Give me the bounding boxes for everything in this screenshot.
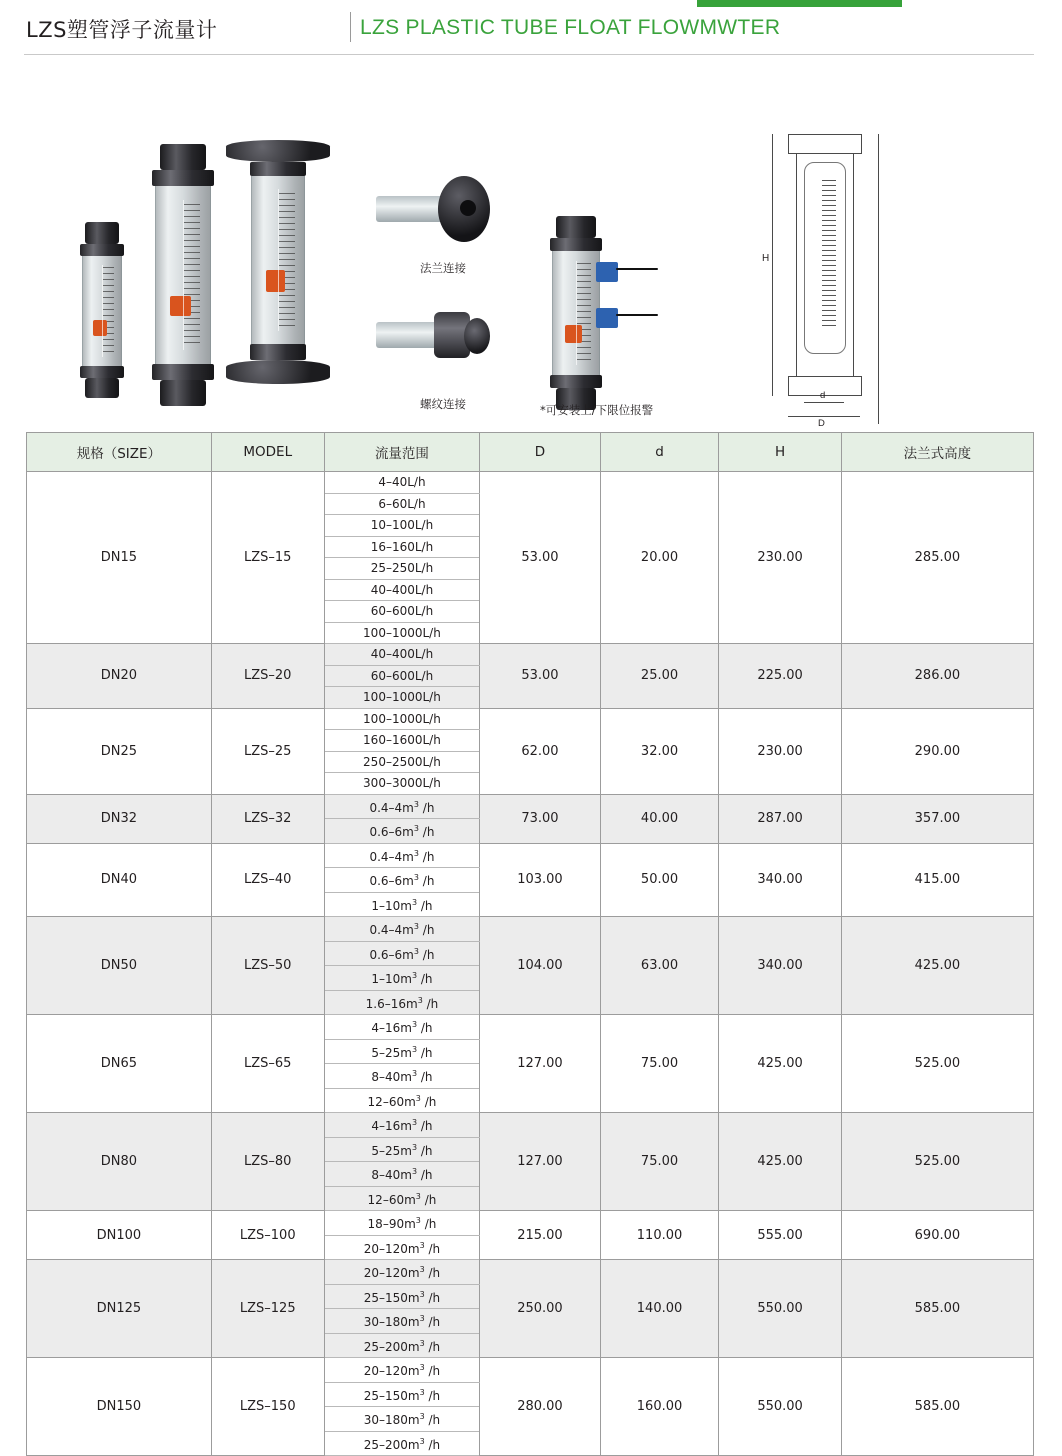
cell-d: 32.00 (600, 708, 719, 794)
cell-flow-range: $5-25m^3$ /h (324, 1137, 479, 1162)
cell-D: 104.00 (480, 917, 601, 1015)
cell-flow-range: 25–250L/h (324, 558, 479, 580)
cell-H: 230.00 (719, 472, 841, 644)
table-row (27, 472, 1034, 494)
cell-size: DN125 (27, 1260, 212, 1358)
table-body (27, 472, 1034, 1456)
cell-flange-height: 525.00 (841, 1015, 1033, 1113)
header-rule (24, 54, 1034, 55)
thread-connection-label: 螺纹连接 (420, 397, 466, 411)
cell-flow-range: 250–2500L/h (324, 751, 479, 773)
cell-model: LZS–40 (211, 843, 324, 917)
upper-limit-sensor-wire (616, 268, 658, 270)
cell-d: 40.00 (600, 794, 719, 843)
cell-d: 75.00 (600, 1015, 719, 1113)
col-header-H: H (719, 433, 841, 472)
cell-H: 340.00 (719, 917, 841, 1015)
cell-H: 225.00 (719, 644, 841, 709)
cell-D: 215.00 (480, 1211, 601, 1260)
product-photo-medium-meter (148, 144, 218, 406)
cell-model: LZS–80 (211, 1113, 324, 1211)
cell-flow-range: $20-120m^3$ /h (324, 1358, 479, 1383)
table-row (27, 1015, 1034, 1040)
table-row (27, 644, 1034, 666)
cell-flow-range: $4-16m^3$ /h (324, 1113, 479, 1138)
dimension-label-d-small: d (820, 390, 826, 401)
cell-flow-range: $0.6-6m^3$ /h (324, 941, 479, 966)
cell-flow-range: $12-60m^3$ /h (324, 1088, 479, 1113)
dimension-scale-ticks (822, 180, 836, 330)
cell-d: 50.00 (600, 843, 719, 917)
cell-D: 53.00 (480, 644, 601, 709)
cell-flow-range: $0.4-4m^3$ /h (324, 794, 479, 819)
cell-flow-range: $0.4-4m^3$ /h (324, 917, 479, 942)
cell-D: 127.00 (480, 1113, 601, 1211)
cell-flow-range: $0.6-6m^3$ /h (324, 819, 479, 844)
cell-H: 555.00 (719, 1211, 841, 1260)
cell-D: 53.00 (480, 472, 601, 644)
col-header-flange-height: 法兰式高度 (841, 433, 1033, 472)
cell-flange-height: 357.00 (841, 794, 1033, 843)
table-row (27, 843, 1034, 868)
cell-model: LZS–25 (211, 708, 324, 794)
col-header-model: MODEL (211, 433, 324, 472)
cell-flange-height: 525.00 (841, 1113, 1033, 1211)
cell-model: LZS–50 (211, 917, 324, 1015)
product-figure-area (0, 56, 1062, 429)
title-divider (350, 12, 351, 42)
cell-flow-range: $25-200m^3$ /h (324, 1333, 479, 1358)
dimension-left-line (772, 134, 773, 396)
cell-d: 160.00 (600, 1358, 719, 1456)
product-photo-thread-connection (376, 302, 488, 372)
dimension-right-line (878, 134, 879, 424)
cell-size: DN80 (27, 1113, 212, 1211)
cell-flow-range: $25-150m^3$ /h (324, 1382, 479, 1407)
cell-D: 103.00 (480, 843, 601, 917)
cell-flow-range: $20-120m^3$ /h (324, 1235, 479, 1260)
col-header-D: D (480, 433, 601, 472)
cell-size: DN150 (27, 1358, 212, 1456)
cell-flow-range: 6–60L/h (324, 493, 479, 515)
dimension-top-cap (788, 134, 862, 154)
cell-H: 340.00 (719, 843, 841, 917)
cell-flange-height: 585.00 (841, 1358, 1033, 1456)
accent-bar (697, 0, 902, 7)
page-title-cn: LZS塑管浮子流量计 (26, 18, 218, 42)
table-row (27, 708, 1034, 730)
cell-flow-range: 100–1000L/h (324, 708, 479, 730)
cell-D: 127.00 (480, 1015, 601, 1113)
col-header-d: d (600, 433, 719, 472)
cell-flow-range: $12-60m^3$ /h (324, 1186, 479, 1211)
cell-flow-range: 16–160L/h (324, 536, 479, 558)
cell-d: 110.00 (600, 1211, 719, 1260)
dimension-line-d-large (788, 416, 860, 417)
table-row (27, 1260, 1034, 1285)
col-header-size: 规格（SIZE） (27, 433, 212, 472)
cell-D: 280.00 (480, 1358, 601, 1456)
cell-flow-range: $1-10m^3$ /h (324, 892, 479, 917)
page-title-en: LZS PLASTIC TUBE FLOAT FLOWMWTER (360, 16, 781, 39)
cell-D: 62.00 (480, 708, 601, 794)
table-row (27, 1113, 1034, 1138)
cell-model: LZS–65 (211, 1015, 324, 1113)
cell-size: DN25 (27, 708, 212, 794)
cell-size: DN32 (27, 794, 212, 843)
table-row (27, 1358, 1034, 1383)
cell-flow-range: 60–600L/h (324, 601, 479, 623)
dimension-label-h: H (762, 253, 770, 264)
cell-flow-range: $0.4-4m^3$ /h (324, 843, 479, 868)
table-row (27, 917, 1034, 942)
cell-flow-range: $8-40m^3$ /h (324, 1162, 479, 1187)
cell-d: 75.00 (600, 1113, 719, 1211)
cell-size: DN100 (27, 1211, 212, 1260)
cell-flange-height: 425.00 (841, 917, 1033, 1015)
cell-flow-range: $25-150m^3$ /h (324, 1284, 479, 1309)
cell-D: 250.00 (480, 1260, 601, 1358)
cell-flow-range: $25-200m^3$ /h (324, 1431, 479, 1456)
lower-limit-sensor (596, 308, 618, 328)
cell-model: LZS–125 (211, 1260, 324, 1358)
cell-flange-height: 286.00 (841, 644, 1033, 709)
dimension-label-d-large: D (818, 418, 825, 429)
cell-flow-range: 10–100L/h (324, 515, 479, 537)
col-header-flow-range: 流量范围 (324, 433, 479, 472)
cell-flow-range: $1-10m^3$ /h (324, 966, 479, 991)
cell-size: DN20 (27, 644, 212, 709)
cell-d: 140.00 (600, 1260, 719, 1358)
table-row (27, 794, 1034, 819)
upper-limit-sensor (596, 262, 618, 282)
flange-connection-label: 法兰连接 (420, 261, 466, 275)
cell-size: DN65 (27, 1015, 212, 1113)
cell-model: LZS–150 (211, 1358, 324, 1456)
cell-flow-range: 40–400L/h (324, 579, 479, 601)
cell-flow-range: 4–40L/h (324, 472, 479, 494)
cell-model: LZS–15 (211, 472, 324, 644)
cell-H: 230.00 (719, 708, 841, 794)
cell-flow-range: 100–1000L/h (324, 622, 479, 644)
cell-flow-range: $8-40m^3$ /h (324, 1064, 479, 1089)
product-photo-flange-connection (376, 174, 488, 244)
cell-flow-range: $30-180m^3$ /h (324, 1309, 479, 1334)
cell-flange-height: 585.00 (841, 1260, 1033, 1358)
cell-size: DN50 (27, 917, 212, 1015)
cell-flange-height: 285.00 (841, 472, 1033, 644)
cell-model: LZS–20 (211, 644, 324, 709)
cell-H: 425.00 (719, 1015, 841, 1113)
cell-H: 550.00 (719, 1260, 841, 1358)
page-header (0, 0, 1062, 56)
cell-flow-range: $30-180m^3$ /h (324, 1407, 479, 1432)
cell-flow-range: 40–400L/h (324, 644, 479, 666)
cell-flow-range: 60–600L/h (324, 665, 479, 687)
cell-D: 73.00 (480, 794, 601, 843)
alarm-note-label: *可安装上/下限位报警 (540, 403, 654, 417)
cell-flow-range: 300–3000L/h (324, 773, 479, 795)
lower-limit-sensor-wire (616, 314, 658, 316)
cell-d: 20.00 (600, 472, 719, 644)
cell-model: LZS–100 (211, 1211, 324, 1260)
cell-d: 63.00 (600, 917, 719, 1015)
cell-size: DN40 (27, 843, 212, 917)
cell-flow-range: $20-120m^3$ /h (324, 1260, 479, 1285)
cell-flow-range: $1.6-16m^3$ /h (324, 990, 479, 1015)
cell-H: 287.00 (719, 794, 841, 843)
cell-flange-height: 290.00 (841, 708, 1033, 794)
product-photo-small-meter (78, 222, 126, 398)
cell-model: LZS–32 (211, 794, 324, 843)
cell-flow-range: $5-25m^3$ /h (324, 1039, 479, 1064)
dimension-line-d-small (804, 402, 844, 403)
product-photo-flanged-meter (222, 140, 334, 384)
table-row (27, 1211, 1034, 1236)
cell-flow-range: $18-90m^3$ /h (324, 1211, 479, 1236)
dimension-drawing (760, 118, 890, 429)
cell-flow-range: $4-16m^3$ /h (324, 1015, 479, 1040)
cell-flange-height: 415.00 (841, 843, 1033, 917)
cell-flange-height: 690.00 (841, 1211, 1033, 1260)
cell-flow-range: 100–1000L/h (324, 687, 479, 709)
table-header-row (27, 433, 1034, 472)
cell-H: 550.00 (719, 1358, 841, 1456)
cell-d: 25.00 (600, 644, 719, 709)
cell-flow-range: $0.6-6m^3$ /h (324, 868, 479, 893)
cell-size: DN15 (27, 472, 212, 644)
cell-H: 425.00 (719, 1113, 841, 1211)
cell-flow-range: 160–1600L/h (324, 730, 479, 752)
specification-table (26, 432, 1034, 1456)
